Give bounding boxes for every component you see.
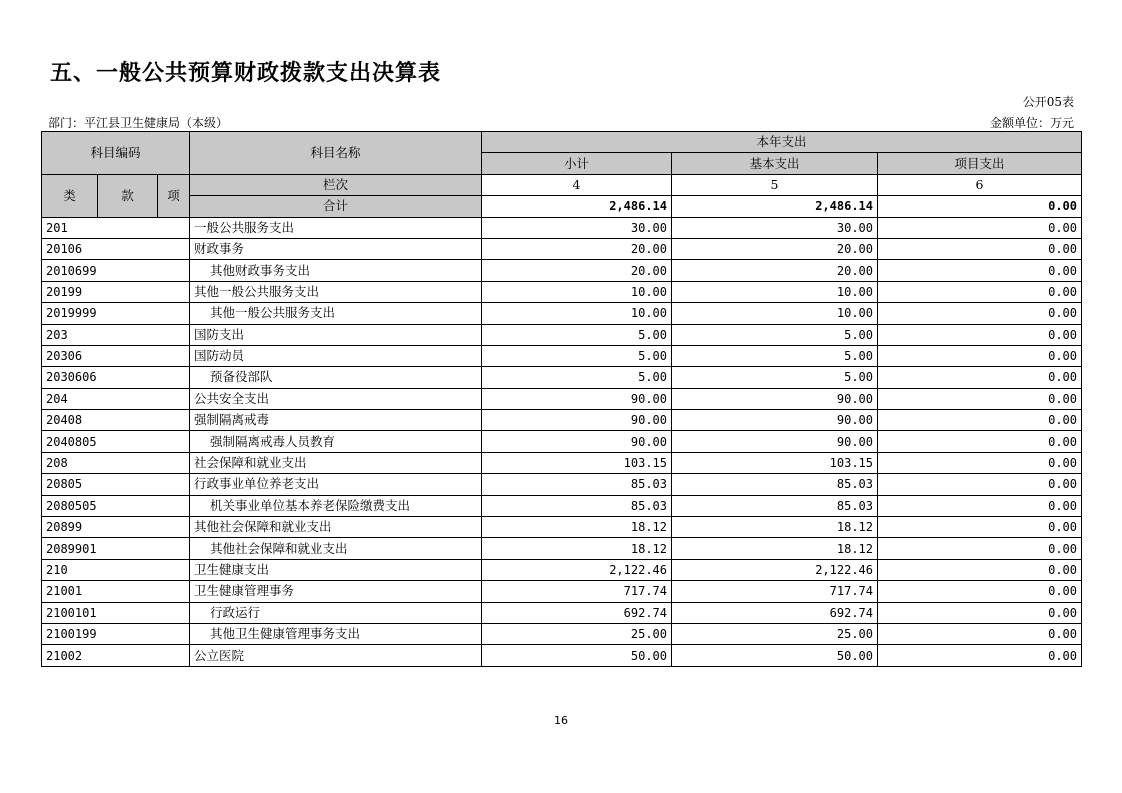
table-row	[42, 452, 1082, 473]
row-name: 行政事业单位养老支出	[190, 474, 482, 495]
row-basic: 20.00	[672, 260, 878, 281]
table-row	[42, 345, 1082, 366]
table-row	[42, 303, 1082, 324]
table-row	[42, 495, 1082, 516]
row-code: 20106	[42, 238, 190, 259]
row-project: 0.00	[878, 517, 1082, 538]
row-project: 0.00	[878, 260, 1082, 281]
row-code: 20306	[42, 345, 190, 366]
row-name: 公立医院	[190, 645, 482, 666]
row-basic: 30.00	[672, 217, 878, 238]
row-basic: 85.03	[672, 495, 878, 516]
row-project: 0.00	[878, 602, 1082, 623]
row-code: 2010699	[42, 260, 190, 281]
row-basic: 18.12	[672, 538, 878, 559]
table-row	[42, 260, 1082, 281]
row-subtotal: 50.00	[482, 645, 672, 666]
row-subtotal: 10.00	[482, 281, 672, 302]
row-code: 20805	[42, 474, 190, 495]
header-basic: 基本支出	[672, 153, 878, 174]
row-code: 210	[42, 559, 190, 580]
table-row	[42, 388, 1082, 409]
row-name: 国防支出	[190, 324, 482, 345]
row-code: 2100101	[42, 602, 190, 623]
row-subtotal: 18.12	[482, 517, 672, 538]
row-basic: 5.00	[672, 324, 878, 345]
row-basic: 25.00	[672, 623, 878, 644]
row-code: 201	[42, 217, 190, 238]
row-subtotal: 90.00	[482, 388, 672, 409]
row-name: 其他社会保障和就业支出	[190, 538, 482, 559]
row-subtotal: 2,122.46	[482, 559, 672, 580]
row-project: 0.00	[878, 623, 1082, 644]
table-row	[42, 238, 1082, 259]
row-name: 强制隔离戒毒人员教育	[190, 431, 482, 452]
table-row	[42, 281, 1082, 302]
row-code: 21001	[42, 581, 190, 602]
table-row	[42, 602, 1082, 623]
row-name: 其他一般公共服务支出	[190, 281, 482, 302]
table-row	[42, 410, 1082, 431]
department-label: 部门：平江县卫生健康局（本级）	[48, 116, 229, 130]
row-basic: 5.00	[672, 367, 878, 388]
row-basic: 85.03	[672, 474, 878, 495]
row-name: 其他社会保障和就业支出	[190, 517, 482, 538]
table-row	[42, 217, 1082, 238]
row-name: 财政事务	[190, 238, 482, 259]
row-project: 0.00	[878, 452, 1082, 473]
row-name: 机关事业单位基本养老保险缴费支出	[190, 495, 482, 516]
header-xiang: 项	[158, 174, 190, 217]
row-project: 0.00	[878, 581, 1082, 602]
row-name: 强制隔离戒毒	[190, 410, 482, 431]
header-col4: 4	[482, 174, 672, 195]
row-subtotal: 18.12	[482, 538, 672, 559]
header-col5: 5	[672, 174, 878, 195]
row-basic: 10.00	[672, 303, 878, 324]
row-name: 行政运行	[190, 602, 482, 623]
header-subtotal: 小计	[482, 153, 672, 174]
row-basic: 90.00	[672, 410, 878, 431]
header-group: 本年支出	[482, 132, 1082, 153]
header-lanci: 栏次	[190, 174, 482, 195]
row-subtotal: 90.00	[482, 410, 672, 431]
row-subtotal: 85.03	[482, 474, 672, 495]
row-basic: 50.00	[672, 645, 878, 666]
row-name: 社会保障和就业支出	[190, 452, 482, 473]
row-code: 20899	[42, 517, 190, 538]
header-col6: 6	[878, 174, 1082, 195]
header-project: 项目支出	[878, 153, 1082, 174]
row-name: 预备役部队	[190, 367, 482, 388]
expenditure-table	[41, 131, 1082, 667]
row-project: 0.00	[878, 495, 1082, 516]
page-title: 五、一般公共预算财政拨款支出决算表	[50, 61, 442, 86]
row-name: 公共安全支出	[190, 388, 482, 409]
row-name: 国防动员	[190, 345, 482, 366]
row-subtotal: 10.00	[482, 303, 672, 324]
row-code: 2040805	[42, 431, 190, 452]
row-subtotal: 5.00	[482, 367, 672, 388]
row-project: 0.00	[878, 303, 1082, 324]
row-project: 0.00	[878, 217, 1082, 238]
row-code: 203	[42, 324, 190, 345]
row-subtotal: 20.00	[482, 260, 672, 281]
table-row	[42, 474, 1082, 495]
row-code: 20199	[42, 281, 190, 302]
total-row	[42, 196, 1082, 217]
row-project: 0.00	[878, 281, 1082, 302]
table-row	[42, 324, 1082, 345]
row-subtotal: 90.00	[482, 431, 672, 452]
table-row	[42, 645, 1082, 666]
row-code: 2100199	[42, 623, 190, 644]
row-code: 204	[42, 388, 190, 409]
row-project: 0.00	[878, 645, 1082, 666]
row-subtotal: 103.15	[482, 452, 672, 473]
row-code: 21002	[42, 645, 190, 666]
row-project: 0.00	[878, 388, 1082, 409]
total-basic: 2,486.14	[672, 196, 878, 217]
row-basic: 5.00	[672, 345, 878, 366]
table-row	[42, 623, 1082, 644]
row-project: 0.00	[878, 431, 1082, 452]
row-name: 其他一般公共服务支出	[190, 303, 482, 324]
row-project: 0.00	[878, 345, 1082, 366]
row-subtotal: 692.74	[482, 602, 672, 623]
row-project: 0.00	[878, 367, 1082, 388]
table-row	[42, 367, 1082, 388]
header-code: 科目编码	[42, 132, 190, 175]
header-name: 科目名称	[190, 132, 482, 175]
table-row	[42, 431, 1082, 452]
table-row	[42, 517, 1082, 538]
table-row	[42, 581, 1082, 602]
row-code: 20408	[42, 410, 190, 431]
row-name: 其他卫生健康管理事务支出	[190, 623, 482, 644]
row-name: 一般公共服务支出	[190, 217, 482, 238]
row-project: 0.00	[878, 559, 1082, 580]
row-project: 0.00	[878, 474, 1082, 495]
row-basic: 18.12	[672, 517, 878, 538]
row-subtotal: 5.00	[482, 345, 672, 366]
row-code: 208	[42, 452, 190, 473]
row-name: 其他财政事务支出	[190, 260, 482, 281]
row-subtotal: 20.00	[482, 238, 672, 259]
row-basic: 90.00	[672, 388, 878, 409]
page-number: 16	[554, 714, 568, 727]
row-code: 2030606	[42, 367, 190, 388]
row-code: 2080505	[42, 495, 190, 516]
table-id: 公开05表	[1022, 95, 1074, 109]
row-subtotal: 5.00	[482, 324, 672, 345]
row-project: 0.00	[878, 324, 1082, 345]
header-lei: 类	[42, 174, 98, 217]
row-subtotal: 25.00	[482, 623, 672, 644]
total-project: 0.00	[878, 196, 1082, 217]
header-kuan: 款	[98, 174, 158, 217]
total-subtotal: 2,486.14	[482, 196, 672, 217]
row-subtotal: 85.03	[482, 495, 672, 516]
row-name: 卫生健康支出	[190, 559, 482, 580]
unit-label: 金额单位：万元	[989, 116, 1074, 130]
row-project: 0.00	[878, 538, 1082, 559]
row-subtotal: 717.74	[482, 581, 672, 602]
row-basic: 90.00	[672, 431, 878, 452]
row-subtotal: 30.00	[482, 217, 672, 238]
row-project: 0.00	[878, 410, 1082, 431]
row-project: 0.00	[878, 238, 1082, 259]
row-name: 卫生健康管理事务	[190, 581, 482, 602]
table-row	[42, 538, 1082, 559]
table-row	[42, 559, 1082, 580]
total-label: 合计	[190, 196, 482, 217]
row-basic: 717.74	[672, 581, 878, 602]
row-basic: 20.00	[672, 238, 878, 259]
row-code: 2019999	[42, 303, 190, 324]
row-basic: 2,122.46	[672, 559, 878, 580]
row-basic: 103.15	[672, 452, 878, 473]
row-basic: 692.74	[672, 602, 878, 623]
row-code: 2089901	[42, 538, 190, 559]
row-basic: 10.00	[672, 281, 878, 302]
